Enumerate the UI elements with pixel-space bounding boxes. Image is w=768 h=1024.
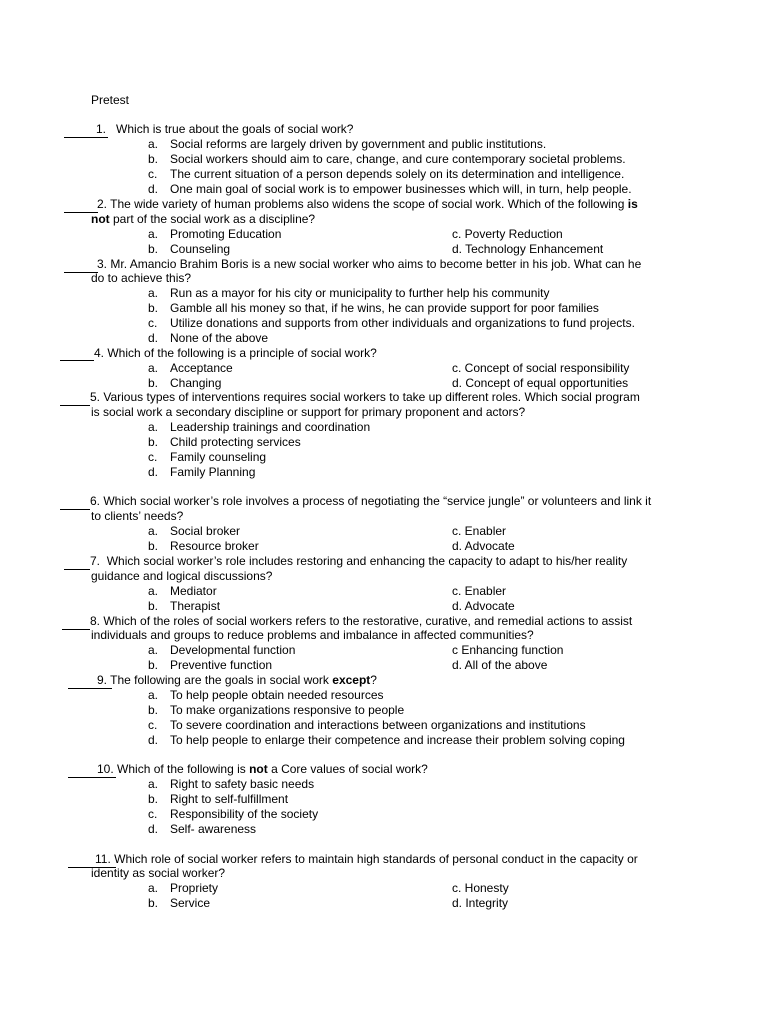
- option-a: a. Mediator: [148, 584, 217, 598]
- question-number: 1.: [96, 122, 107, 136]
- option-c: c. Utilize donations and supports from other individuals and organizations to fund projects.: [148, 316, 635, 330]
- option-d: d. Advocate: [452, 599, 515, 613]
- option-c: c. To severe coordination and interactions between organizations and institutions: [148, 718, 586, 732]
- question-11: 11. Which role of social worker refers to maintain high standards of personal conduct in the capacity or: [95, 852, 638, 866]
- option-a: a. Run as a mayor for his city or municipality to further help his community: [148, 286, 550, 300]
- option-b: b. Preventive function: [148, 658, 273, 672]
- question-4: 4. Which of the following is a principle of social work?: [94, 346, 377, 360]
- question-10: 10. Which of the following is not a Core values of social work?: [97, 762, 428, 776]
- option-b: b. Child protecting services: [148, 435, 301, 449]
- option-c: c. Poverty Reduction: [452, 227, 563, 241]
- option-b: b. Gamble all his money so that, if he wins, he can provide support for poor families: [148, 301, 599, 315]
- option-c: c Enhancing function: [452, 643, 564, 657]
- answer-blank-8[interactable]: [62, 617, 90, 630]
- option-b: b. To make organizations responsive to people: [148, 703, 405, 717]
- question-text: Which is true about the goals of social work?: [116, 122, 354, 136]
- answer-blank-6[interactable]: [60, 497, 90, 510]
- option-d: d. Concept of equal opportunities: [452, 376, 629, 390]
- question-2-cont: not part of the social work as a discipline?: [91, 212, 316, 226]
- option-b: b. Counseling: [148, 242, 231, 256]
- option-a: a. Developmental function: [148, 643, 296, 657]
- option-b: b. Service: [148, 896, 211, 910]
- question-6: 6. Which social worker’s role involves a process of negotiating the “service jungle” or volunteers and link it: [90, 494, 652, 508]
- question-1: [96, 122, 353, 137]
- option-c: c. Concept of social responsibility: [452, 361, 630, 375]
- question-5: 5. Various types of interventions requires social workers to take up different roles. Which social program: [90, 390, 640, 404]
- option-b: b. Social workers should aim to care, change, and cure contemporary societal problems.: [148, 152, 626, 166]
- option-d: d. All of the above: [452, 658, 548, 672]
- option-a: a. Promoting Education: [148, 227, 282, 241]
- option-c: c. The current situation of a person depends solely on its determination and intelligence.: [148, 167, 625, 181]
- question-3: 3. Mr. Amancio Brahim Boris is a new social worker who aims to become better in his job. What can he: [97, 257, 642, 271]
- option-b: b. Changing: [148, 376, 222, 390]
- question-6-cont: to clients’ needs?: [91, 509, 184, 523]
- option-a: a. Right to safety basic needs: [148, 777, 315, 791]
- option-c: c. Enabler: [452, 524, 507, 538]
- option-b: b. Resource broker: [148, 539, 259, 553]
- question-11-cont: identity as social worker?: [91, 866, 226, 880]
- question-7: 7. Which social worker’s role includes restoring and enhancing the capacity to adapt to his/her reality: [90, 554, 628, 568]
- option-a: a. To help people obtain needed resources: [148, 688, 384, 702]
- option-b: b. Therapist: [148, 599, 221, 613]
- question-9: 9. The following are the goals in social work except?: [97, 673, 377, 687]
- option-b: b. Right to self-fulfillment: [148, 792, 289, 806]
- option-d: d. Technology Enhancement: [452, 242, 604, 256]
- question-8: 8. Which of the roles of social workers refers to the restorative, curative, and remedial actions to assist: [90, 614, 633, 628]
- option-c: c. Enabler: [452, 584, 507, 598]
- option-d: d. None of the above: [148, 331, 269, 345]
- question-7-cont: guidance and logical discussions?: [91, 569, 273, 583]
- option-a: a. Social reforms are largely driven by government and public institutions.: [148, 137, 547, 151]
- option-d: d. Family Planning: [148, 465, 256, 479]
- question-3-cont: do to achieve this?: [91, 271, 192, 285]
- option-c: c. Family counseling: [148, 450, 267, 464]
- question-8-cont: individuals and groups to reduce problems and imbalance in affected communities?: [91, 628, 534, 642]
- option-c: c. Honesty: [452, 881, 509, 895]
- option-d: d. Self- awareness: [148, 822, 257, 836]
- option-a: a. Leadership trainings and coordination: [148, 420, 371, 434]
- option-d: d. Advocate: [452, 539, 515, 553]
- option-d: d. Integrity: [452, 896, 509, 910]
- option-a: a. Acceptance: [148, 361, 233, 375]
- answer-blank-7[interactable]: [64, 557, 90, 570]
- question-5-cont: is social work a secondary discipline or support for primary proponent and actors?: [91, 405, 526, 419]
- option-c: c. Responsibility of the society: [148, 807, 319, 821]
- option-a: a. Social broker: [148, 524, 241, 538]
- page-title: Pretest: [91, 93, 130, 107]
- option-d: d. One main goal of social work is to empower businesses which will, in turn, help people.: [148, 182, 632, 196]
- answer-blank-5[interactable]: [60, 393, 90, 406]
- answer-blank-4[interactable]: [60, 348, 94, 361]
- question-2: 2. The wide variety of human problems also widens the scope of social work. Which of the following is: [97, 197, 638, 211]
- option-a: a. Propriety: [148, 881, 219, 895]
- option-d: d. To help people to enlarge their competence and increase their problem solving coping: [148, 733, 625, 747]
